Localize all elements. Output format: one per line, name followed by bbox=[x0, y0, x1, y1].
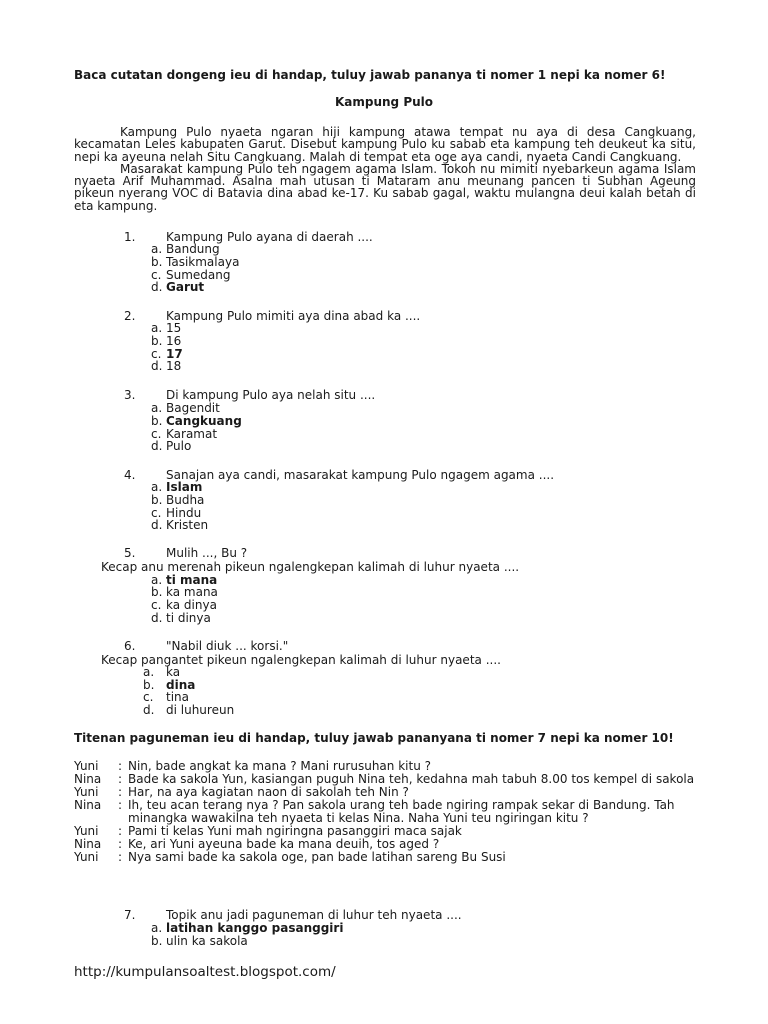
option-text: 16 bbox=[166, 334, 182, 348]
question-text: Kampung Pulo ayana di daerah .... bbox=[166, 230, 373, 244]
option-letter: d. bbox=[151, 359, 163, 373]
question-prompt: Kecap pangantet pikeun ngalengkepan kalimah di luhur nyaeta .... bbox=[101, 653, 501, 667]
option-letter: a. bbox=[151, 321, 163, 335]
option-text: ti dinya bbox=[166, 611, 211, 625]
question-number: 7. bbox=[124, 908, 136, 922]
option-text: Bagendit bbox=[166, 401, 220, 415]
option-letter: c. bbox=[151, 506, 162, 520]
dialogue-line: Pami ti kelas Yuni mah ngiringna pasanggiri maca sajak bbox=[128, 824, 462, 838]
option-letter: c. bbox=[151, 268, 162, 282]
dialogue-colon: : bbox=[118, 772, 123, 786]
option-letter: a. bbox=[143, 665, 155, 679]
dialogue-speaker: Yuni bbox=[74, 850, 99, 864]
option-text: Sumedang bbox=[166, 268, 231, 282]
dialogue-colon: : bbox=[118, 798, 123, 812]
option-text: ulin ka sakola bbox=[166, 934, 248, 948]
option-letter: a. bbox=[151, 573, 163, 587]
dialogue-speaker: Nina bbox=[74, 772, 102, 786]
option-letter: d. bbox=[151, 611, 163, 625]
question-text: Mulih ..., Bu ? bbox=[166, 546, 248, 560]
dialogue-colon: : bbox=[118, 824, 123, 838]
dialogue-line: Nin, bade angkat ka mana ? Mani rurusuhan kitu ? bbox=[128, 759, 431, 773]
option-text: ka dinya bbox=[166, 598, 217, 612]
story-title: Kampung Pulo bbox=[334, 95, 434, 109]
option-text: Pulo bbox=[166, 439, 192, 453]
option-text-correct: Cangkuang bbox=[166, 414, 242, 428]
option-letter: d. bbox=[143, 703, 155, 717]
question-number: 2. bbox=[124, 309, 136, 323]
instruction-heading-1: Baca cutatan dongeng ieu di handap, tuluy jawab pananya ti nomer 1 nepi ka nomer 6! bbox=[74, 68, 666, 82]
dialogue-colon: : bbox=[118, 759, 123, 773]
story-paragraph-1: Kampung Pulo nyaeta ngaran hiji kampung atawa tempat nu aya di desa Cangkuang, kecamatan Leles kabupaten Garut. Disebut kampung Pulo ku sabab eta kampung teh deukeut ka situ, nepi ka ayeuna nelah Situ Cangkuang. Malah di tempat eta oge aya candi, nyaeta Candi Cangkuang. bbox=[74, 125, 696, 164]
question-text: Sanajan aya candi, masarakat kampung Pulo ngagem agama .... bbox=[166, 468, 555, 482]
option-letter: b. bbox=[151, 334, 163, 348]
dialogue-speaker: Yuni bbox=[74, 824, 99, 838]
option-letter: a. bbox=[151, 242, 163, 256]
question-number: 5. bbox=[124, 546, 136, 560]
option-text: tina bbox=[166, 690, 189, 704]
question-number: 1. bbox=[124, 230, 136, 244]
instruction-heading-2: Titenan paguneman ieu di handap, tuluy jawab pananyana ti nomer 7 nepi ka nomer 10! bbox=[74, 731, 674, 745]
dialogue-line-continued: minangka wawakilna teh nyaeta ti kelas Nina. Naha Yuni teu ngiringan kitu ? bbox=[128, 811, 589, 825]
dialogue-speaker: Yuni bbox=[74, 785, 99, 799]
question-number: 6. bbox=[124, 639, 136, 653]
option-letter: c. bbox=[151, 347, 162, 361]
story-text bbox=[74, 126, 696, 212]
option-letter: a. bbox=[151, 921, 163, 935]
option-text: Bandung bbox=[166, 242, 220, 256]
option-text: Tasikmalaya bbox=[166, 255, 240, 269]
dialogue-line: Nya sami bade ka sakola oge, pan bade latihan sareng Bu Susi bbox=[128, 850, 506, 864]
option-letter: b. bbox=[143, 678, 155, 692]
option-text: di luhureun bbox=[166, 703, 235, 717]
option-letter: b. bbox=[151, 934, 163, 948]
option-text: 15 bbox=[166, 321, 182, 335]
story-paragraph-2: Masarakat kampung Pulo teh ngagem agama Islam. Tokoh nu mimiti nyebarkeun agama Islam nyaeta Arif Muhammad. Asalna mah utusan ti Mataram anu meunang pancen ti Subhan Ageung pikeun nyerang VOC di Batavia dina abad ke-17. Ku sabab gagal, waktu mulangna deui kalah betah di eta kampung. bbox=[74, 161, 696, 213]
question-text: Di kampung Pulo aya nelah situ .... bbox=[166, 388, 376, 402]
option-text: Kristen bbox=[166, 518, 209, 532]
option-letter: c. bbox=[151, 598, 162, 612]
question-prompt: Kecap anu merenah pikeun ngalengkepan kalimah di luhur nyaeta .... bbox=[101, 560, 520, 574]
dialogue-speaker: Nina bbox=[74, 837, 102, 851]
option-letter: d. bbox=[151, 518, 163, 532]
option-text: Karamat bbox=[166, 427, 218, 441]
option-text: Budha bbox=[166, 493, 205, 507]
question-number: 3. bbox=[124, 388, 136, 402]
dialogue-speaker: Nina bbox=[74, 798, 102, 812]
option-text: ka bbox=[166, 665, 181, 679]
option-letter: a. bbox=[151, 401, 163, 415]
option-text: Hindu bbox=[166, 506, 202, 520]
option-text-correct: 17 bbox=[166, 347, 183, 361]
option-letter: d. bbox=[151, 439, 163, 453]
option-text-correct: Garut bbox=[166, 280, 205, 294]
option-letter: c. bbox=[143, 690, 154, 704]
dialogue-line: Bade ka sakola Yun, kasiangan puguh Nina teh, kedahna mah tabuh 8.00 tos kempel di sakola bbox=[128, 772, 695, 786]
option-letter: b. bbox=[151, 493, 163, 507]
option-text-correct: Islam bbox=[166, 480, 203, 494]
option-letter: d. bbox=[151, 280, 163, 294]
option-text: 18 bbox=[166, 359, 182, 373]
question-text: "Nabil diuk ... korsi." bbox=[166, 639, 289, 653]
option-letter: b. bbox=[151, 585, 163, 599]
option-letter: a. bbox=[151, 480, 163, 494]
dialogue-colon: : bbox=[118, 785, 123, 799]
dialogue-line: Ke, ari Yuni ayeuna bade ka mana deuih, tos aged ? bbox=[128, 837, 440, 851]
option-text-correct: ti mana bbox=[166, 573, 218, 587]
dialogue-colon: : bbox=[118, 837, 123, 851]
dialogue-line: Har, na aya kagiatan naon di sakolah teh Nin ? bbox=[128, 785, 409, 799]
question-number: 4. bbox=[124, 468, 136, 482]
dialogue-colon: : bbox=[118, 850, 123, 864]
question-text: Topik anu jadi paguneman di luhur teh nyaeta .... bbox=[166, 908, 462, 922]
option-text-correct: dina bbox=[166, 678, 196, 692]
dialogue-speaker: Yuni bbox=[74, 759, 99, 773]
option-letter: b. bbox=[151, 255, 163, 269]
option-letter: b. bbox=[151, 414, 163, 428]
question-text: Kampung Pulo mimiti aya dina abad ka .... bbox=[166, 309, 421, 323]
footer-url[interactable]: http://kumpulansoaltest.blogspot.com/ bbox=[74, 964, 336, 980]
option-letter: c. bbox=[151, 427, 162, 441]
option-text: ka mana bbox=[166, 585, 218, 599]
option-text-correct: latihan kanggo pasanggiri bbox=[166, 921, 344, 935]
dialogue-line: Ih, teu acan terang nya ? Pan sakola urang teh bade ngiring rampak sekar di Bandung. Tah bbox=[128, 798, 675, 812]
